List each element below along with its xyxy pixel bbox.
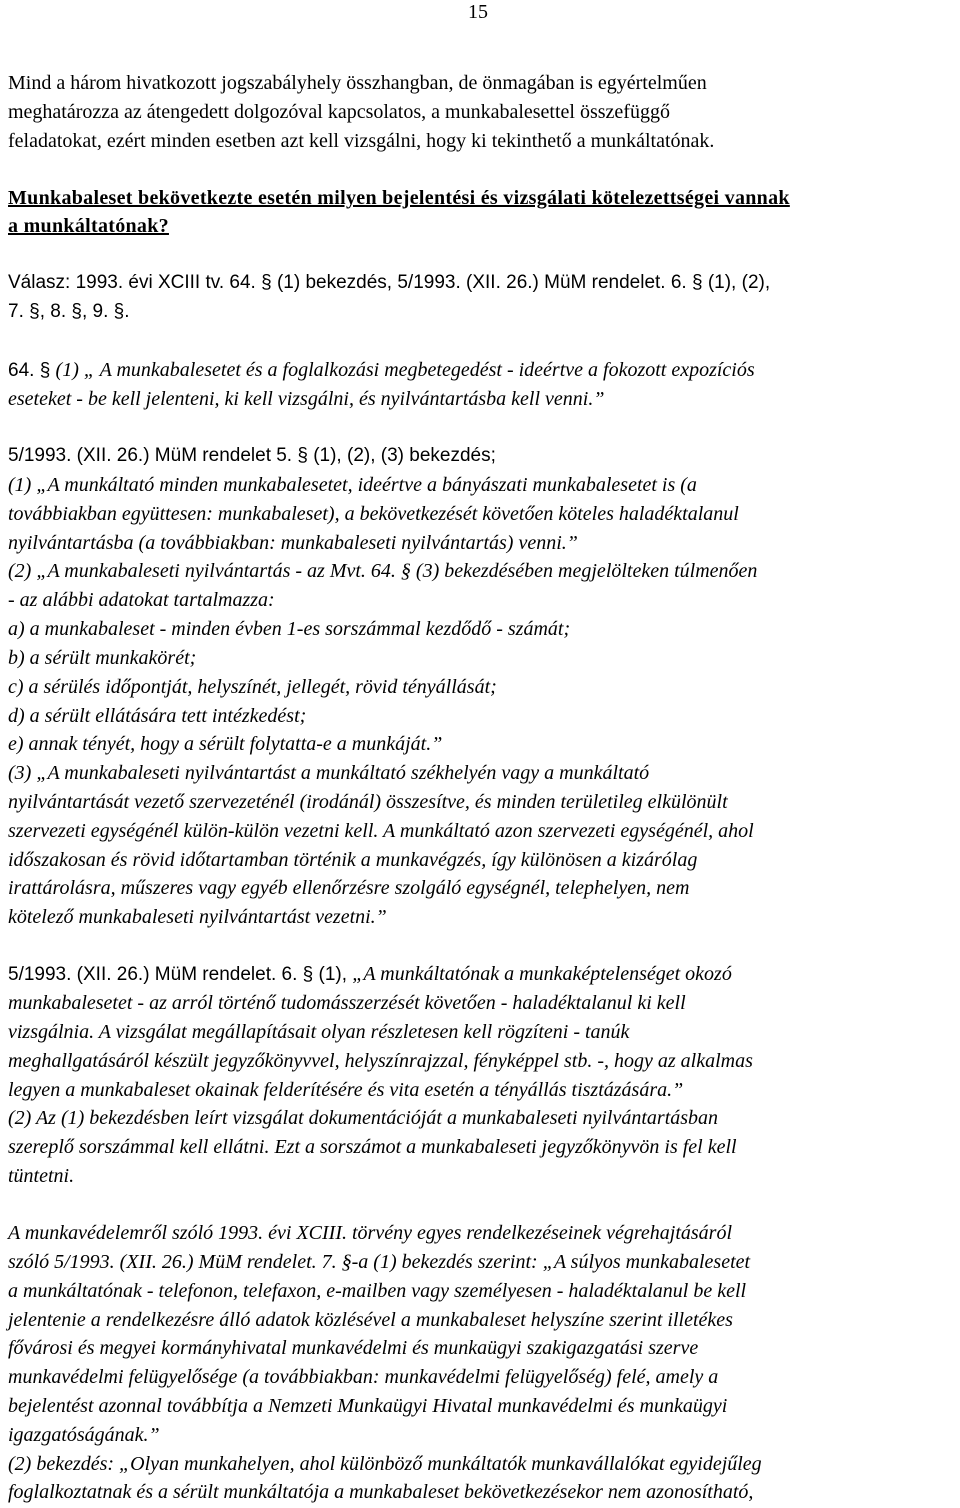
text-line: munkavédelmi felügyelősége (a továbbiakban: munkavédelmi felügyelőség) felé, amely a <box>8 1366 719 1388</box>
text-line: szereplő sorszámmal kell ellátni. Ezt a sorszámot a munkabaleseti jegyzőkönyvön is fel kell <box>8 1136 737 1158</box>
text-line: Munkabaleset bekövetkezte esetén milyen bejelentési és vizsgálati kötelezettségei vannak <box>8 187 790 209</box>
text-line: A munkavédelemről szóló 1993. évi XCIII. törvény egyes rendelkezéseinek végrehajtásáról <box>8 1222 733 1244</box>
text-line: a munkáltatónak - telefonon, telefaxon, e-mailben vagy személyesen - haladéktalanul be kell <box>8 1280 747 1302</box>
text-line: munkabalesetet - az arról történő tudomásszerzését követően - haladéktalanul ki kell <box>8 992 686 1014</box>
text-line: (2) bekezdés: „Olyan munkahelyen, ahol különböző munkáltatók munkavállalókat egyidejűleg <box>8 1453 762 1475</box>
page-number: 15 <box>468 1 488 23</box>
list-item: c) a sérülés időpontját, helyszínét, jellegét, rövid tényállását; <box>8 676 497 698</box>
list-item: e) annak tényét, hogy a sérült folytatta-e a munkáját.” <box>8 733 443 755</box>
text-line <box>8 961 732 988</box>
text-line: (3) „A munkabaleseti nyilvántartást a munkáltató székhelyén vagy a munkáltató <box>8 762 650 784</box>
list-item: b) a sérült munkakörét; <box>8 647 197 669</box>
text-line: fővárosi és megyei kormányhivatal munkavédelmi és munkaügyi szakigazgatási szerve <box>8 1337 699 1359</box>
text-line: bejelentést azonnal továbbítja a Nemzeti Munkaügyi Hivatal munkavédelmi és munkaügyi <box>8 1395 728 1417</box>
text-line: 5/1993. (XII. 26.) MüM rendelet 5. § (1), (2), (3) bekezdés; <box>8 445 496 466</box>
text-line: - az alábbi adatokat tartalmazza: <box>8 589 275 611</box>
text-line: meghatározza az átengedett dolgozóval kapcsolatos, a munkabalesettel összefüggő <box>8 101 670 123</box>
list-item: a) a munkabaleset - minden évben 1-es sorszámmal kezdődő - számát; <box>8 618 571 640</box>
text-line: 7. §, 8. §, 9. §. <box>8 301 130 322</box>
text-line: szóló 5/1993. (XII. 26.) MüM rendelet. 7. §-a (1) bekezdés szerint: „A súlyos munkabalesetet <box>8 1251 751 1273</box>
text-line: tüntetni. <box>8 1165 75 1187</box>
text-line: nyilvántartását vezető szervezeténél (irodánál) összesítve, és minden területileg elkülönült <box>8 791 728 813</box>
text-line: Mind a három hivatkozott jogszabályhely összhangban, de önmagában is egyértelműen <box>8 72 707 94</box>
text-line <box>8 357 755 384</box>
text-line: továbbiakban együttesen: munkabaleset), a bekövetkezését követően köteles haladéktalanul <box>8 503 739 525</box>
text-line: nyilvántartásba (a továbbiakban: munkabaleseti nyilvántartás) venni.” <box>8 532 578 554</box>
quote-text: „A munkáltatónak a munkaképtelenséget okozó <box>352 963 732 985</box>
text-line: kötelező munkabaleseti nyilvántartást vezetni.” <box>8 906 387 928</box>
text-line: jelentenie a rendelkezésre álló adatok közlésével a munkabaleset helyszíne szerint illetékes <box>8 1309 733 1331</box>
text-line: igazgatóságának.” <box>8 1424 160 1446</box>
text-line: (2) Az (1) bekezdésben leírt vizsgálat dokumentációját a munkabaleseti nyilvántartásban <box>8 1107 719 1129</box>
text-line: időszakosan és rövid időtartamban történik a munkavégzés, így különösen a kizárólag <box>8 849 698 871</box>
text-line: meghallgatásáról készült jegyzőkönyvvel, helyszínrajzzal, fényképpel stb. -, hogy az alkalmas <box>8 1050 753 1072</box>
text-line: legyen a munkabaleset okainak felderítésére és vita esetén a tényállás tisztázására.” <box>8 1079 684 1101</box>
text-line: (1) „A munkáltató minden munkabalesetet, ideértve a bányászati munkabalesetet is (a <box>8 474 697 496</box>
text-line: szervezeti egységénél külön-külön vezetni kell. A munkáltató azon szervezeti egységénél, ahol <box>8 820 754 842</box>
text-line: foglalkoztatnak és a sérült munkáltatója a munkabaleset bekövetkezésekor nem azonosítható, <box>8 1481 754 1503</box>
text-line: eseteket - be kell jelenteni, ki kell vizsgálni, és nyilvántartásba kell venni.” <box>8 388 605 410</box>
text-line: irattárolásra, műszeres vagy egyéb ellenőrzésre szolgáló egységnél, telephelyen, nem <box>8 877 690 899</box>
list-item: d) a sérült ellátására tett intézkedést; <box>8 705 307 727</box>
quote-text: (1) „ A munkabalesetet és a foglalkozási megbetegedést - ideértve a fokozott expozíciós <box>55 359 755 381</box>
text-line: a munkáltatónak? <box>8 215 169 237</box>
section-reference: 64. § <box>8 360 56 381</box>
text-line: (2) „A munkabaleseti nyilvántartás - az Mvt. 64. § (3) bekezdésében megjelölteken túlmenően <box>8 560 758 582</box>
text-line: feladatokat, ezért minden esetben azt kell vizsgálni, hogy ki tekinthető a munkáltatónak. <box>8 130 715 152</box>
section-reference: 5/1993. (XII. 26.) MüM rendelet. 6. § (1), <box>8 964 353 985</box>
text-line: vizsgálnia. A vizsgálat megállapításait olyan részletesen kell rögzíteni - tanúk <box>8 1021 630 1043</box>
text-line: Válasz: 1993. évi XCIII tv. 64. § (1) bekezdés, 5/1993. (XII. 26.) MüM rendelet. 6. § (1), (2), <box>8 272 771 293</box>
